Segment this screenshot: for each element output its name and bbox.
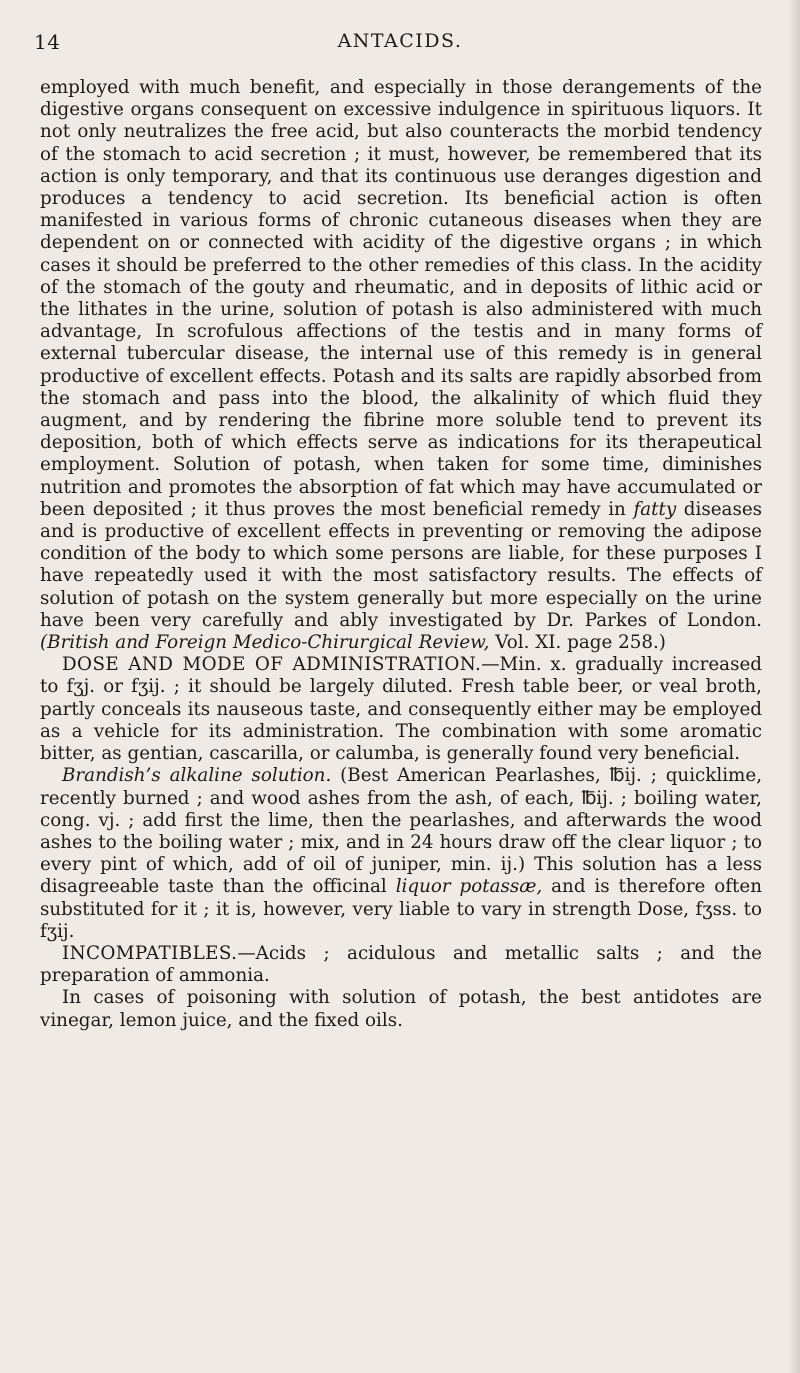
paragraph-potash-effects bbox=[40, 77, 762, 654]
section-heading-incompatibles: INCOMPATIBLES. bbox=[62, 942, 238, 964]
poisoning-text: In cases of poisoning with solution of potash, the best antidotes are vinegar, lemon juice, and the fixed oils. bbox=[40, 987, 762, 1031]
page-header bbox=[34, 30, 766, 60]
incompatibles-text: —Acids ; acidulous and metallic salts ; and the preparation of ammonia. bbox=[40, 942, 762, 987]
page-edge-shadow bbox=[788, 0, 800, 1373]
brandish-italic-term: liquor potassæ, bbox=[395, 876, 543, 898]
paragraph-dose bbox=[40, 654, 762, 765]
brandish-end: and is therefore often substituted for it ; it is, however, very liable to vary in strength Dose, fʒss. to fʒij. bbox=[40, 876, 762, 942]
dose-text: —Min. x. gradually increased to fʒj. or fʒij. ; it should be largely diluted. Fresh table beer, or veal broth, partly conceals its nauseous taste, and consequently either may be employed as a vehicle for its administration. The combination with some aromatic bitter, as gentian, cascarilla, or calumba, is generally found very beneficial. bbox=[40, 654, 762, 765]
citation-volume: Vol. XI. page 258.) bbox=[495, 632, 666, 654]
brandish-title: Brandish’s alkaline solution. bbox=[62, 765, 332, 787]
italic-term: fatty bbox=[633, 498, 677, 520]
brandish-text: (Best American Pearlashes, ℔ij. ; quicklime, recently burned ; and wood ashes from the ash, of each, ℔ij. ; boiling water, cong. vj. ; add first the lime, then the pearlashes, and afterwards the wood ashes to the boiling water ; mix, and in 24 hours draw off the clear liquor ; to every pint of which, add of oil of juniper, min. ij.) This solution has a less disagreeable taste than the officinal bbox=[40, 765, 763, 898]
page-number: 14 bbox=[34, 30, 61, 54]
paragraph-text: employed with much benefit, and especially in those derangements of the digestive organs consequent on excessive indulgence in spirituous liquors. It not only neutralizes the free acid, but also counteracts the morbid tendency of the stomach to acid secretion ; it must, however, be remembered that its action is only temporary, and that its continuous use deranges digestion and produces a tendency to acid secretion. Its beneficial action is often manifested in various forms of chronic cutaneous diseases when they are dependent on or connected with acidity of the digestive organs ; in which cases it should be preferred to the other remedies of this class. In the acidity of the stomach of the gouty and rheumatic, and in deposits of lithic acid or the lithates in the urine, solution of potash is also administered with much advantage, In scrofulous affections of the testis and in many forms of external tubercular disease, the internal use of this remedy is in general productive of excellent effects. Potash and its salts are rapidly absorbed from the stomach and pass into the blood, the alkalinity of which fluid they augment, and by rendering the fibrine more soluble tend to prevent its deposition, both of which effects serve as indications for its therapeutical employment. Solution of potash, when taken for some time, diminishes nutrition and promotes the absorption of fat which may have accumulated or been deposited ; it thus proves the most beneficial remedy in bbox=[40, 77, 762, 520]
citation: (British and Foreign Medico-Chirurgical Review, bbox=[40, 632, 490, 654]
section-heading-dose: DOSE AND MODE OF ADMINISTRATION. bbox=[62, 654, 482, 676]
body-text bbox=[40, 77, 762, 1032]
paragraph-incompatibles bbox=[40, 943, 762, 987]
paragraph-poisoning bbox=[40, 987, 762, 1031]
running-head: ANTACIDS. bbox=[337, 30, 463, 52]
paragraph-text-cont: diseases and is productive of excellent effects in preventing or removing the adipose condition of the body to which some persons are liable, for these purposes I have repeatedly used it with the most satisfactory results. The effects of solution of potash on the system generally but more especially on the urine have been very carefully and ably investigated by Dr. Parkes of London. bbox=[40, 498, 763, 631]
paragraph-brandish bbox=[40, 765, 762, 943]
